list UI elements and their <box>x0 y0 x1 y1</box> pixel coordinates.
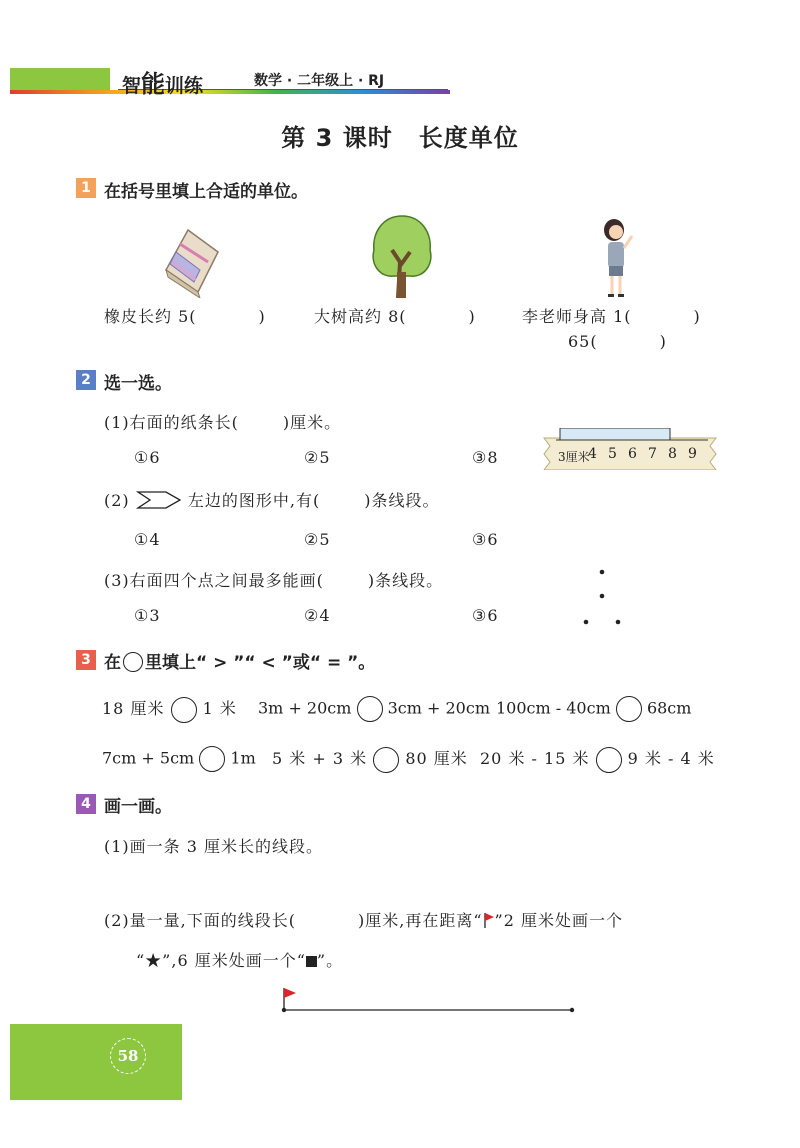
q3-row2-item3: 20 米 - 15 米 9 米 - 4 米 <box>480 746 715 773</box>
q3-row2-item2: 5 米 + 3 米 80 厘米 <box>272 746 468 773</box>
q4-sub1: (1)画一条 3 厘米长的线段。 <box>104 837 324 856</box>
page-title: 第 3 课时 长度单位 <box>281 124 519 152</box>
q2-sub1-option-1: ①6 <box>134 448 161 467</box>
q4-sub2-line1: (2)量一量,下面的线段长( )厘米,再在距离“ ”2 厘米处画一个 <box>104 911 623 930</box>
ruler-tick: 6 <box>628 446 637 462</box>
q3-row1-item2: 3m + 20cm 3cm + 20cm <box>258 696 490 722</box>
compare-circle[interactable] <box>373 747 399 773</box>
chevron-shape-icon <box>136 490 182 510</box>
ruler-tick: 5 <box>608 446 617 462</box>
footer-green-block <box>10 1024 182 1100</box>
q1-title: 在括号里填上合适的单位。 <box>104 182 308 202</box>
brand-logo: 智能训练 <box>122 70 204 98</box>
q2-sub2-question: (2) 左边的图形中,有( )条线段。 <box>104 491 440 510</box>
eraser-image <box>158 222 224 298</box>
q2-sub1-option-3: ③8 <box>472 448 499 467</box>
compare-circle[interactable] <box>616 696 642 722</box>
ruler-tick: 9 <box>688 446 697 462</box>
ruler-tick: 8 <box>668 446 677 462</box>
q3-row1-item3: 100cm - 40cm 68cm <box>496 696 691 722</box>
q3-row1-item1: 18 厘米 1 米 <box>102 696 237 723</box>
q2-sub2-option-3: ③6 <box>472 530 499 549</box>
ruler-start-label: 3厘米 <box>558 450 590 464</box>
q2-sub3-question: (3)右面四个点之间最多能画( )条线段。 <box>104 571 444 590</box>
q2-sub3-option-1: ①3 <box>134 606 161 625</box>
compare-circle[interactable] <box>357 696 383 722</box>
q1-item-teacher-line2: 65( ) <box>568 332 667 351</box>
ruler-tick: 4 <box>588 446 597 462</box>
ruler-figure <box>540 428 718 470</box>
compare-circle[interactable] <box>171 697 197 723</box>
q4-number-badge: 4 <box>76 794 96 814</box>
q4-title: 画一画。 <box>104 797 172 817</box>
q2-sub2-option-2: ②5 <box>304 530 331 549</box>
page-number: 58 <box>110 1038 146 1074</box>
black-square-icon <box>306 956 317 967</box>
teacher-image <box>596 218 640 300</box>
compare-circle[interactable] <box>596 747 622 773</box>
q2-sub1-question: (1)右面的纸条长( )厘米。 <box>104 413 342 432</box>
q2-sub1-option-2: ②5 <box>304 448 331 467</box>
header-rainbow-bar <box>10 90 450 94</box>
q2-sub2-option-1: ①4 <box>134 530 161 549</box>
q1-item-eraser: 橡皮长约 5( ) <box>104 307 266 326</box>
four-dots-figure <box>578 566 626 628</box>
header-green-block <box>10 68 110 90</box>
q1-number-badge: 1 <box>76 178 96 198</box>
q2-title: 选一选。 <box>104 374 172 394</box>
circle-blank-icon <box>123 652 143 672</box>
q2-number-badge: 2 <box>76 370 96 390</box>
compare-circle[interactable] <box>199 746 225 772</box>
q1-item-tree: 大树高约 8( ) <box>314 307 476 326</box>
flag-icon <box>483 912 495 928</box>
q1-item-teacher: 李老师身高 1( ) <box>522 307 701 326</box>
q2-sub3-option-3: ③6 <box>472 606 499 625</box>
series-label: 数学 · 二年级上 · RJ <box>254 73 385 89</box>
q3-number-badge: 3 <box>76 650 96 670</box>
q2-sub3-option-2: ②4 <box>304 606 331 625</box>
measure-segment-figure <box>278 982 578 1016</box>
q3-row2-item1: 7cm + 5cm 1m <box>102 746 256 772</box>
q4-sub2-line2: “★”,6 厘米处画一个“ ”。 <box>136 951 344 970</box>
q3-title: 在 里填上“ > ”“ < ”或“ = ”。 <box>104 653 376 673</box>
ruler-tick: 7 <box>648 446 657 462</box>
tree-image <box>366 212 438 300</box>
